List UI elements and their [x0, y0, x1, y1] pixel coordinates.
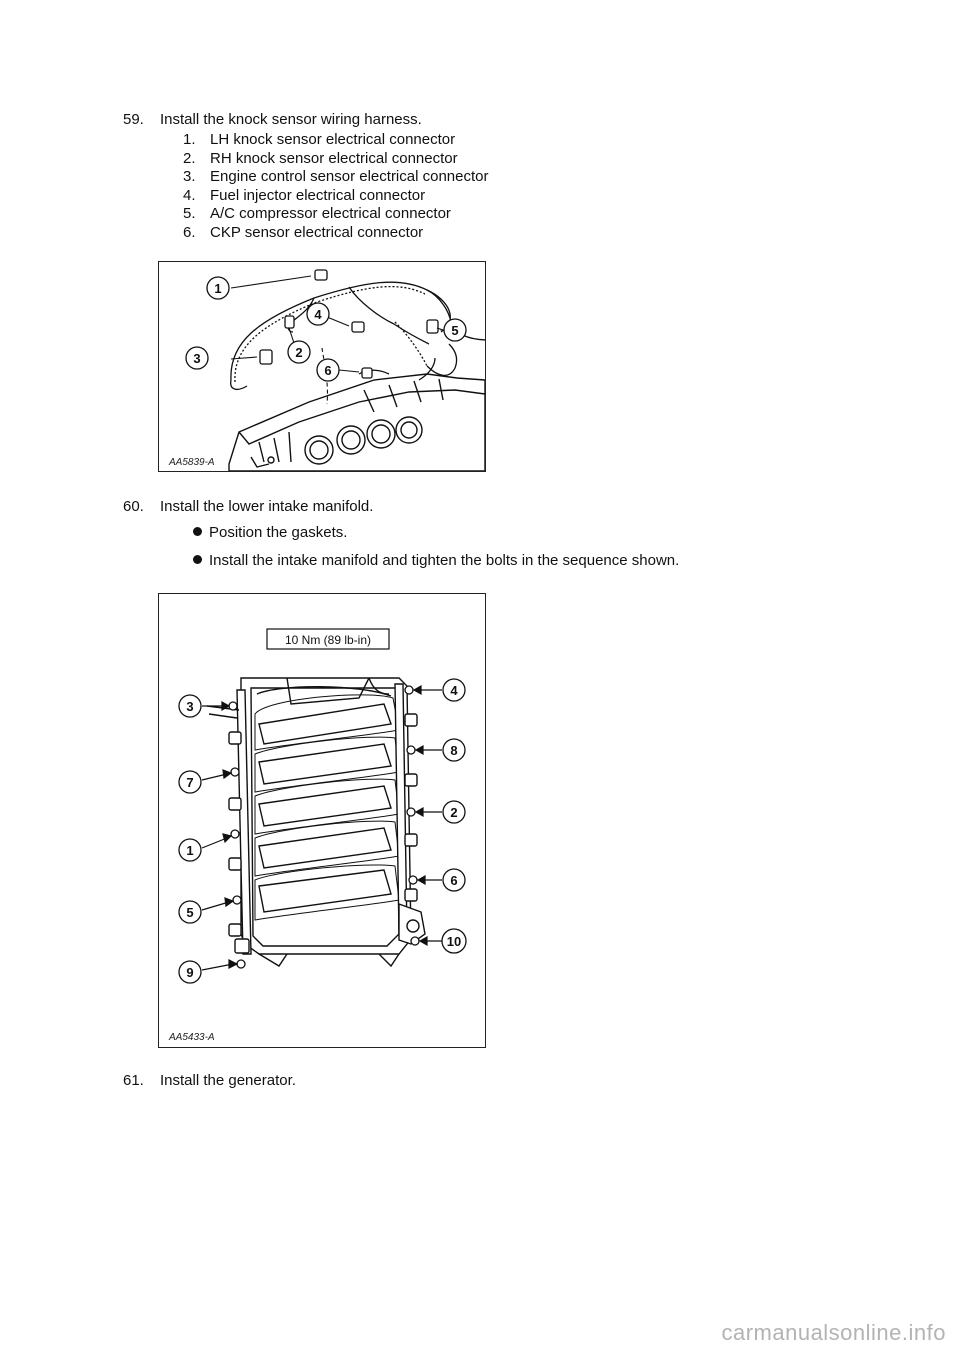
harness-illustration: [159, 262, 485, 471]
callout-4: 4: [314, 307, 322, 322]
step-61: [123, 1072, 296, 1089]
figure-knock-sensor-harness: [158, 261, 486, 472]
callout-5: 5: [451, 323, 459, 338]
callout-3: 3: [186, 699, 194, 714]
list-item: 5. A/C compressor electrical connector: [183, 205, 451, 222]
bullet-item: Install the intake manifold and tighten the bolts in the sequence shown.: [193, 552, 679, 569]
callout-5: 5: [186, 905, 194, 920]
step-59: [123, 111, 422, 128]
torque-spec: 10 Nm (89 lb-in): [284, 633, 372, 647]
callout-10: 10: [446, 934, 462, 949]
step-text: Install the lower intake manifold.: [160, 498, 374, 515]
list-item: 6. CKP sensor electrical connector: [183, 223, 424, 241]
callout-6: 6: [324, 363, 332, 378]
callout-7: 7: [186, 775, 194, 790]
bullet-icon: [193, 555, 202, 564]
list-item: 2. RH knock sensor electrical connector: [183, 149, 458, 167]
watermark: carmanualsonline.info: [721, 1320, 946, 1345]
callout-1: 1: [214, 281, 222, 296]
manifold-drawing: [207, 678, 425, 966]
callout-1: 1: [186, 843, 194, 858]
callout-8: 8: [450, 743, 458, 758]
connector-1: [315, 270, 327, 280]
step-text: Install the generator.: [160, 1072, 296, 1089]
connector-6: [362, 368, 372, 378]
connector-3: [260, 350, 272, 364]
engine-block-drawing: [229, 374, 485, 471]
callout-9: 9: [186, 965, 194, 980]
list-item: 4. Fuel injector electrical connector: [183, 186, 426, 204]
callout-4: 4: [450, 683, 458, 698]
figure-intake-manifold: [158, 593, 486, 1048]
callout-2: 2: [450, 805, 458, 820]
connectors: [260, 270, 438, 378]
callout-labels: [186, 277, 466, 381]
figure-id: AA5433-A: [169, 1032, 215, 1043]
bullet-icon: [193, 527, 202, 536]
step-60: [123, 498, 373, 515]
connector-4: [352, 322, 364, 332]
connector-5: [427, 320, 438, 333]
list-item: 1. LH knock sensor electrical connector: [183, 131, 456, 148]
callout-3: 3: [193, 351, 201, 366]
step-number: 59.: [123, 111, 144, 128]
list-item: 3. Engine control sensor electrical connector: [183, 168, 489, 185]
step-number: 61.: [123, 1072, 144, 1089]
step-text: Install the knock sensor wiring harness.: [160, 111, 422, 128]
figure-id: AA5839-A: [169, 457, 215, 468]
manifold-illustration: [159, 594, 485, 1047]
step-number: 60.: [123, 498, 144, 515]
callout-2: 2: [295, 345, 303, 360]
callout-6: 6: [450, 873, 458, 888]
bullet-item: Position the gaskets.: [193, 524, 347, 541]
connector-2: [285, 316, 294, 328]
